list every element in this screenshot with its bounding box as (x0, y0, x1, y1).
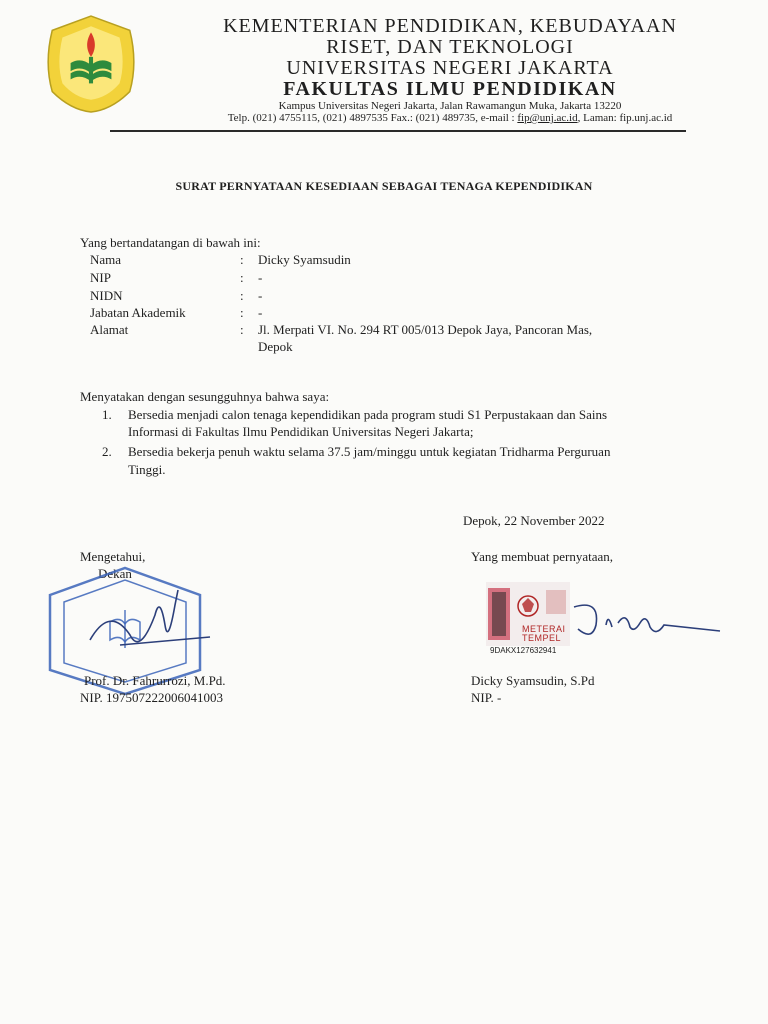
field-label-nama: Nama (90, 252, 122, 267)
acknowledged-label: Mengetahui, (80, 549, 146, 564)
declarant-signature (560, 595, 730, 645)
meterai-word1: METERAI (522, 624, 566, 634)
header-ministry-line2: RISET, DAN TEKNOLOGI (326, 36, 574, 58)
field-value-nama: Dicky Syamsudin (258, 252, 351, 267)
place-date: Depok, 22 November 2022 (463, 513, 605, 528)
header-address: Kampus Universitas Negeri Jakarta, Jalan Rawamangun Muka, Jakarta 13220 (278, 100, 622, 112)
statement-number: 2. (102, 444, 112, 459)
dean-name: Prof. Dr. Fahrurrozi, M.Pd. (84, 673, 226, 688)
statement-2-line1: Bersedia bekerja penuh waktu selama 37.5 jam/minggu untuk kegiatan Tridharma Perguruan (128, 444, 611, 459)
university-logo (40, 12, 142, 114)
field-value-alamat: Jl. Merpati VI. No. 294 RT 005/013 Depok Jaya, Pancoran Mas, (258, 322, 593, 337)
statement-1-line2: Informasi di Fakultas Ilmu Pendidikan Universitas Negeri Jakarta; (128, 424, 474, 439)
meterai-serial: 9DAKX127632941 (490, 646, 557, 655)
field-colon: : (240, 305, 244, 320)
field-colon: : (240, 322, 244, 337)
field-colon: : (240, 252, 244, 267)
header-university: UNIVERSITAS NEGERI JAKARTA (286, 57, 614, 79)
statement-intro: Menyatakan dengan sesungguhnya bahwa saya: (80, 389, 330, 404)
declarant-nip: NIP. - (471, 690, 502, 705)
dean-signature (60, 585, 220, 665)
intro-text: Yang bertandatangan di bawah ini: (80, 235, 261, 250)
header-faculty: FAKULTAS ILMU PENDIDIKAN (283, 78, 617, 100)
email-link[interactable]: fip@unj.ac.id (517, 112, 578, 124)
field-colon: : (240, 288, 244, 303)
header-divider (110, 130, 686, 132)
header-contact (130, 112, 768, 124)
header-ministry-line1: KEMENTERIAN PENDIDIKAN, KEBUDAYAAN (223, 15, 677, 37)
field-label-jabatan: Jabatan Akademik (90, 305, 186, 320)
field-value-alamat-line2: Depok (258, 339, 293, 354)
field-label-alamat: Alamat (90, 322, 129, 337)
contact-suffix: , Laman: fip.unj.ac.id (577, 112, 673, 124)
contact-prefix: Telp. (021) 4755115, (021) 4897535 Fax.: (021) 489735, e-mail : (227, 112, 518, 124)
document-title: SURAT PERNYATAAN KESEDIAAN SEBAGAI TENAGA KEPENDIDIKAN (175, 179, 593, 193)
statement-2-line2: Tinggi. (128, 462, 166, 477)
field-label-nidn: NIDN (90, 288, 123, 303)
declarant-label: Yang membuat pernyataan, (471, 549, 614, 564)
field-colon: : (240, 270, 244, 285)
field-label-nip: NIP (90, 270, 111, 285)
dean-label: Dekan (98, 566, 132, 581)
statement-number: 1. (102, 407, 112, 422)
field-value-jabatan: - (258, 305, 263, 320)
dean-nip: NIP. 197507222006041003 (80, 690, 224, 705)
stamp-duty-seal (486, 582, 570, 656)
field-value-nidn: - (258, 288, 263, 303)
meterai-word2: TEMPEL (522, 633, 562, 643)
field-value-nip: - (258, 270, 263, 285)
meterai-label (522, 625, 566, 643)
declarant-name: Dicky Syamsudin, S.Pd (471, 673, 595, 688)
statement-1-line1: Bersedia menjadi calon tenaga kependidikan pada program studi S1 Perpustakaan dan Sains (128, 407, 608, 422)
